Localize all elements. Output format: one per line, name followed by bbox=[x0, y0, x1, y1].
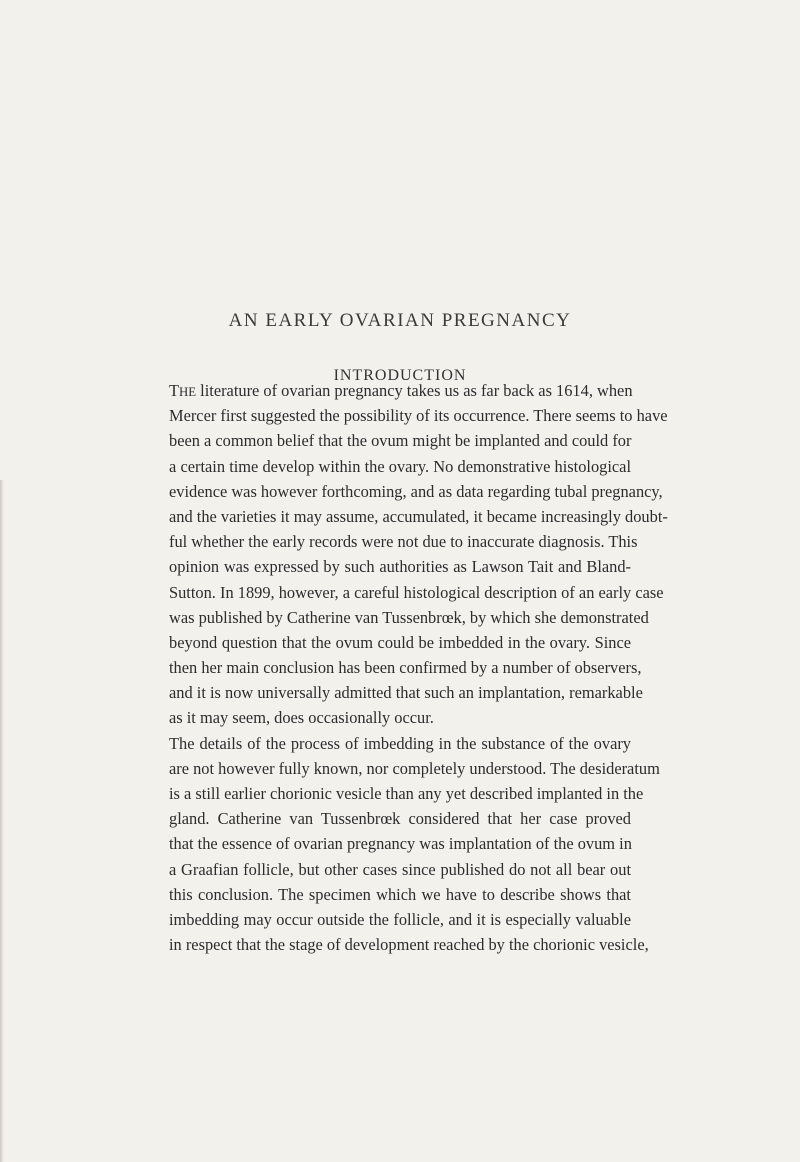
text-line: then her main conclusion has been confirmed by a number of observers, bbox=[169, 658, 642, 678]
text-line: as it may seem, does occasionally occur. bbox=[169, 708, 434, 728]
text-line: was published by Catherine van Tussenbrœk, by which she demonstrated bbox=[169, 607, 649, 627]
text-line: a certain time develop within the ovary. No demonstrative histological bbox=[169, 456, 631, 476]
text-line: Sutton. In 1899, however, a careful histological description of an early case bbox=[169, 582, 664, 602]
text-line: evidence was however forthcoming, and as data regarding tubal pregnancy, bbox=[169, 481, 663, 501]
text-line: gland. Catherine van Tussenbrœk considered that her case proved bbox=[169, 809, 631, 829]
text-line: imbedding may occur outside the follicle, and it is especially valuable bbox=[169, 909, 631, 929]
text-line: been a common belief that the ovum might be implanted and could for bbox=[169, 431, 632, 451]
text-line: in respect that the stage of development reached by the chorionic vesicle, bbox=[169, 935, 649, 955]
text-line: this conclusion. The specimen which we have to describe shows that bbox=[169, 884, 631, 904]
text-line: Mercer first suggested the possibility of its occurrence. There seems to have bbox=[169, 406, 668, 426]
body-text bbox=[169, 378, 668, 957]
text-line: THE literature of ovarian pregnancy takes us as far back as 1614, when bbox=[169, 381, 633, 400]
article-title: AN EARLY OVARIAN PREGNANCY bbox=[228, 310, 572, 331]
text-line: and the varieties it may assume, accumulated, it became increasingly doubt- bbox=[169, 506, 668, 526]
text-line: ful whether the early records were not due to inaccurate diagnosis. This bbox=[169, 532, 638, 552]
text-line: opinion was expressed by such authorities as Lawson Tait and Bland- bbox=[169, 557, 631, 577]
text-line: and it is now universally admitted that such an implantation, remarkable bbox=[169, 683, 643, 703]
text-line: is a still earlier chorionic vesicle than any yet described implanted in the bbox=[169, 784, 644, 803]
text-line: a Graafian follicle, but other cases since published do not all bear out bbox=[169, 859, 631, 879]
section-heading: INTRODUCTION bbox=[333, 367, 467, 384]
text-line: The details of the process of imbedding in the substance of the ovary bbox=[169, 733, 631, 753]
text-line: that the essence of ovarian pregnancy was implantation of the ovum in bbox=[169, 834, 632, 854]
page-edge-shadow bbox=[0, 480, 4, 1162]
text-line: are not however fully known, nor completely understood. The desideratum bbox=[169, 758, 660, 778]
text-line: beyond question that the ovum could be imbedded in the ovary. Since bbox=[169, 632, 631, 652]
